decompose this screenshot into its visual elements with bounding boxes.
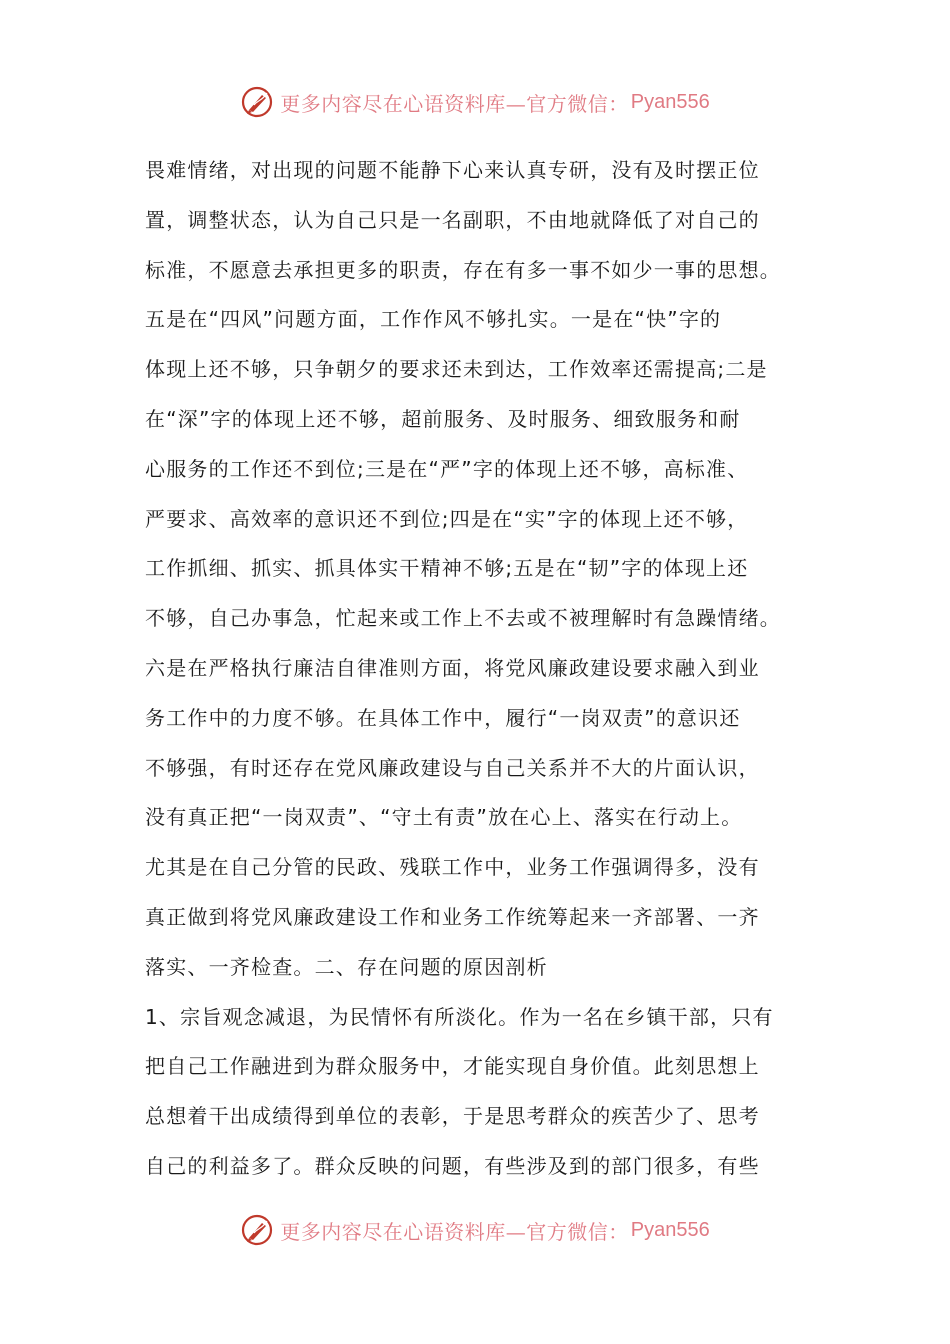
text-line: 把自己工作融进到为群众服务中，才能实现自身价值。此刻思想上 <box>145 1054 760 1079</box>
text-line: 体现上还不够，只争朝夕的要求还未到达，工作效率还需提高;二是 <box>145 357 768 382</box>
header-banner <box>0 80 950 124</box>
pen-logo-icon <box>240 85 274 119</box>
footer-banner-handle: Pyan556 <box>630 1218 710 1241</box>
text-line: 落实、一齐检查。二、存在问题的原因剖析 <box>145 954 548 979</box>
text-line: 真正做到将党风廉政建设工作和业务工作统筹起来一齐部署、一齐 <box>145 904 760 929</box>
text-line: 工作抓细、抓实、抓具体实干精神不够;五是在“韧”字的体现上还 <box>145 556 749 581</box>
pen-logo-icon <box>240 1213 274 1247</box>
text-line: 务工作中的力度不够。在具体工作中，履行“一岗双责”的意识还 <box>145 705 741 730</box>
text-line: 1、宗旨观念减退，为民情怀有所淡化。作为一名在乡镇干部，只有 <box>145 1004 774 1029</box>
document-body <box>145 146 825 1192</box>
text-line: 不够强，有时还存在党风廉政建设与自己关系并不大的片面认识， <box>145 755 760 780</box>
text-line: 五是在“四风”问题方面，工作作风不够扎实。一是在“快”字的 <box>145 307 722 332</box>
text-line: 置，调整状态，认为自己只是一名副职，不由地就降低了对自己的 <box>145 207 760 232</box>
text-line: 总想着干出成绩得到单位的表彰，于是思考群众的疾苦少了、思考 <box>145 1104 760 1129</box>
text-line: 标准，不愿意去承担更多的职责，存在有多一事不如少一事的思想。 <box>145 257 781 282</box>
text-line: 自己的利益多了。群众反映的问题，有些涉及到的部门很多，有些 <box>145 1153 760 1178</box>
header-banner-handle: Pyan556 <box>630 90 710 113</box>
text-line: 严要求、高效率的意识还不到位;四是在“实”字的体现上还不够， <box>145 506 749 531</box>
text-line: 尤其是在自己分管的民政、残联工作中，业务工作强调得多，没有 <box>145 855 760 880</box>
header-banner-text: 更多内容尽在心语资料库—官方微信： <box>280 91 629 116</box>
text-line: 在“深”字的体现上还不够，超前服务、及时服务、细致服务和耐 <box>145 406 741 431</box>
footer-banner-text: 更多内容尽在心语资料库—官方微信： <box>280 1219 629 1244</box>
footer-banner <box>0 1208 950 1252</box>
text-line: 畏难情绪，对出现的问题不能静下心来认真专研，没有及时摆正位 <box>145 158 760 182</box>
text-line: 不够，自己办事急，忙起来或工作上不去或不被理解时有急躁情绪。 <box>145 606 781 631</box>
text-line: 心服务的工作还不到位;三是在“严”字的体现上还不够，高标准、 <box>145 456 749 481</box>
text-line: 没有真正把“一岗双责”、“守土有责”放在心上、落实在行动上。 <box>145 805 743 830</box>
text-line: 六是在严格执行廉洁自律准则方面，将党风廉政建设要求融入到业 <box>145 655 760 680</box>
